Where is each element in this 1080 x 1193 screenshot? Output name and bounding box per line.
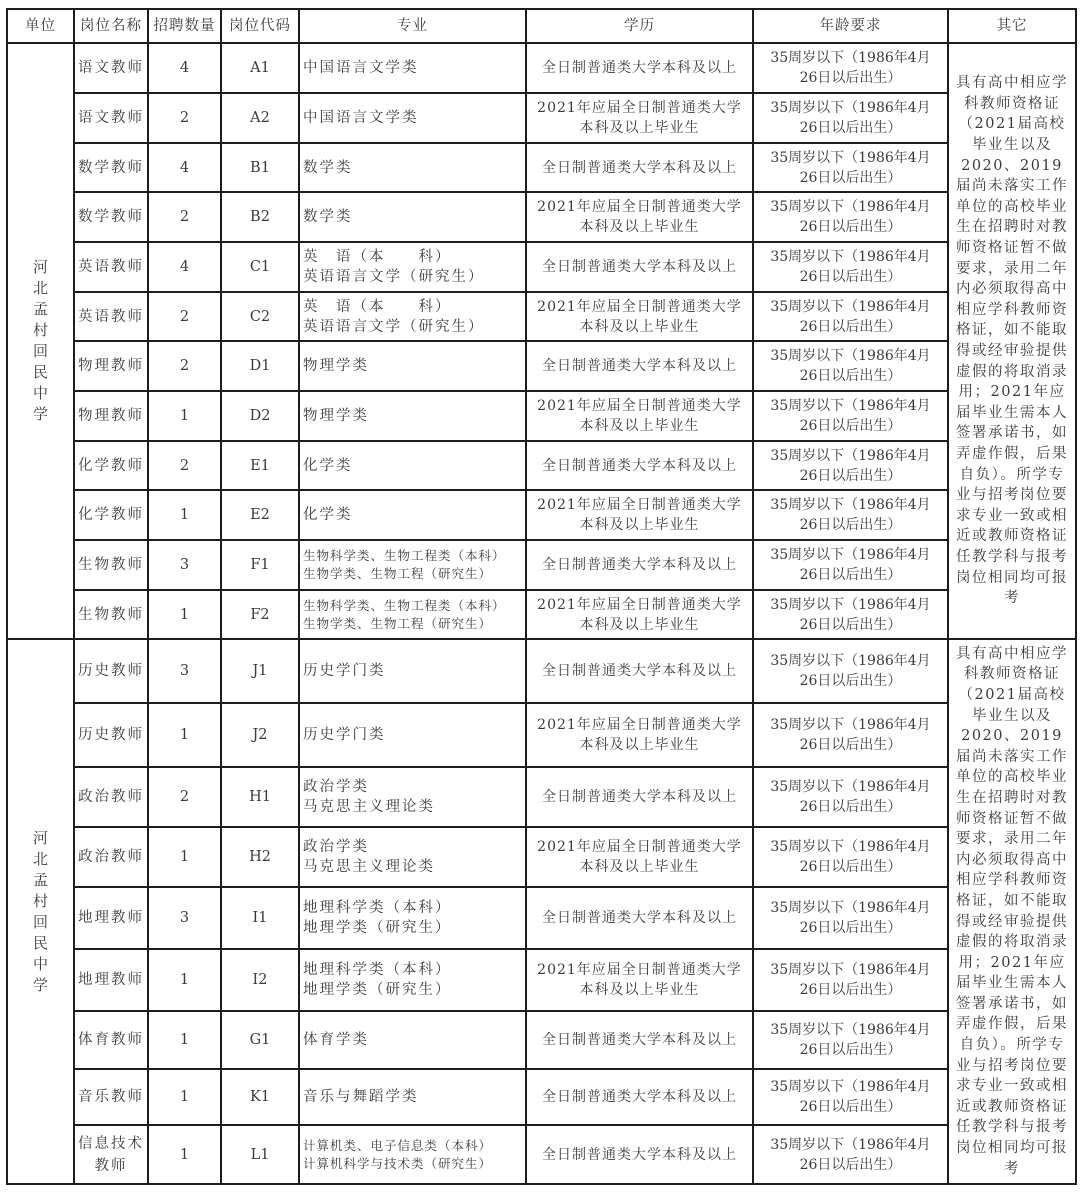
age-line: 26日以后出生） — [799, 616, 902, 633]
count-cell: 4 — [148, 242, 221, 292]
age-cell — [753, 949, 948, 1011]
count-cell: 2 — [148, 767, 221, 827]
education-line: 全日制普通类大学本科及以上 — [542, 358, 737, 374]
education-cell — [526, 192, 753, 242]
education-line: 本科及以上毕业生 — [579, 859, 700, 875]
education-line: 2021年应届全日制普通类大学 — [537, 839, 742, 855]
position-cell: 数学教师 — [74, 192, 148, 242]
unit-cell — [7, 639, 74, 1184]
major-line: 地理科学类（本科） — [303, 962, 452, 978]
education-line: 本科及以上毕业生 — [579, 219, 700, 235]
education-cell — [526, 1011, 753, 1069]
education-line: 2021年应届全日制普通类大学 — [537, 298, 742, 315]
major-line: 物理学类 — [303, 358, 369, 374]
major-cell — [299, 192, 526, 242]
age-cell — [753, 1069, 948, 1125]
position-cell: 英语教师 — [74, 292, 148, 341]
major-cell — [299, 93, 526, 143]
table-row — [7, 767, 1076, 827]
education-line: 2021年应届全日制普通类大学 — [537, 199, 742, 215]
age-line: 26日以后出生） — [799, 982, 902, 998]
count-cell: 1 — [148, 1125, 221, 1184]
code-cell: C2 — [221, 292, 299, 341]
education-line: 本科及以上毕业生 — [579, 120, 700, 136]
age-line: 26日以后出生） — [799, 467, 902, 484]
major-cell — [299, 540, 526, 590]
other-requirements-cell: 具有高中相应学科教师资格证（2021届高校毕业生以及2020、2019届尚未落实工作单位的高校毕业生在招聘时对教师资格证暂不做要求，录用二年内必须取得高中相应学科教师资格证，如不能取得或经审验提供虚假的将取消录用；2021年应届毕业生需本人签署承诺书，如弄虚作假，后果自负）。所学专业与招考岗位要求专业一致或相近或教师资格证任教学科与报考岗位相同均可报考 — [948, 639, 1076, 1184]
code-cell: J2 — [221, 703, 299, 767]
age-line: 26日以后出生） — [799, 1156, 902, 1173]
major-line: 数学类 — [303, 209, 353, 225]
major-cell — [299, 242, 526, 292]
age-line: 35周岁以下（1986年4月 — [770, 1079, 931, 1095]
age-line: 26日以后出生） — [799, 737, 902, 753]
age-line: 26日以后出生） — [799, 1042, 902, 1058]
code-cell: C1 — [221, 242, 299, 292]
count-cell: 2 — [148, 441, 221, 490]
header-row — [7, 9, 1076, 43]
major-cell — [299, 887, 526, 949]
table-row — [7, 441, 1076, 490]
code-cell: E1 — [221, 441, 299, 490]
count-cell: 3 — [148, 540, 221, 590]
age-cell — [753, 703, 948, 767]
count-cell: 2 — [148, 341, 221, 391]
table-row — [7, 143, 1076, 192]
table-row — [7, 292, 1076, 341]
age-line: 35周岁以下（1986年4月 — [770, 497, 931, 513]
age-cell — [753, 43, 948, 93]
code-cell: D1 — [221, 341, 299, 391]
table-row — [7, 887, 1076, 949]
count-cell: 4 — [148, 143, 221, 192]
major-line: 英语语言文学（研究生） — [303, 269, 485, 285]
count-cell: 2 — [148, 192, 221, 242]
major-cell — [299, 391, 526, 441]
count-cell: 1 — [148, 590, 221, 639]
position-cell: 政治教师 — [74, 767, 148, 827]
position-cell: 数学教师 — [74, 143, 148, 192]
education-cell — [526, 767, 753, 827]
age-cell — [753, 441, 948, 490]
age-line: 35周岁以下（1986年4月 — [770, 653, 931, 669]
position-cell: 体育教师 — [74, 1011, 148, 1069]
age-line: 35周岁以下（1986年4月 — [770, 199, 931, 215]
position-cell: 语文教师 — [74, 93, 148, 143]
table-row — [7, 1069, 1076, 1125]
education-line: 全日制普通类大学本科及以上 — [542, 789, 737, 805]
education-line: 2021年应届全日制普通类大学 — [537, 962, 742, 978]
age-line: 35周岁以下（1986年4月 — [770, 1136, 931, 1153]
education-line: 全日制普通类大学本科及以上 — [542, 910, 737, 926]
position-cell: 政治教师 — [74, 827, 148, 887]
unit-name: 河北孟村回民中学 — [32, 828, 48, 994]
age-line: 35周岁以下（1986年4月 — [770, 596, 931, 613]
code-cell: D2 — [221, 391, 299, 441]
major-cell — [299, 949, 526, 1011]
header-code: 岗位代码 — [221, 9, 299, 43]
age-line: 35周岁以下（1986年4月 — [770, 149, 931, 166]
position-cell: 信息技术教师 — [74, 1125, 148, 1184]
major-cell — [299, 341, 526, 391]
education-cell — [526, 1125, 753, 1184]
age-line: 35周岁以下（1986年4月 — [770, 900, 931, 916]
education-line: 全日制普通类大学本科及以上 — [542, 259, 737, 275]
age-cell — [753, 590, 948, 639]
age-line: 26日以后出生） — [799, 673, 902, 689]
major-cell — [299, 292, 526, 341]
age-line: 26日以后出生） — [799, 70, 902, 86]
education-cell — [526, 827, 753, 887]
header-education: 学历 — [526, 9, 753, 43]
count-cell: 3 — [148, 639, 221, 703]
code-cell: B1 — [221, 143, 299, 192]
position-cell: 物理教师 — [74, 341, 148, 391]
major-line: 计算机科学与技术类（研究生） — [303, 1155, 493, 1171]
age-line: 26日以后出生） — [799, 1099, 902, 1115]
other-requirements-cell: 具有高中相应学科教师资格证（2021届高校毕业生以及2020、2019届尚未落实工作单位的高校毕业生在招聘时对教师资格证暂不做要求，录用二年内必须取得高中相应学科教师资格证，如不能取得或经审验提供虚假的将取消录用；2021年应届毕业生需本人签署承诺书，如弄虚作假，后果自负）。所学专业与招考岗位要求专业一致或相近或教师资格证任教学科与报考岗位相同均可报考 — [948, 43, 1076, 639]
education-line: 全日制普通类大学本科及以上 — [542, 1032, 737, 1048]
age-line: 26日以后出生） — [799, 269, 902, 285]
unit-cell — [7, 43, 74, 639]
count-cell: 1 — [148, 1069, 221, 1125]
major-cell — [299, 1069, 526, 1125]
code-cell: E2 — [221, 490, 299, 540]
table-row — [7, 949, 1076, 1011]
age-line: 26日以后出生） — [799, 799, 902, 815]
major-line: 中国语言文学类 — [303, 60, 419, 76]
major-line: 生物科学类、生物工程类（本科） — [303, 548, 506, 563]
education-cell — [526, 341, 753, 391]
major-cell — [299, 639, 526, 703]
age-line: 26日以后出生） — [799, 859, 902, 875]
age-line: 26日以后出生） — [799, 219, 902, 235]
table-row — [7, 192, 1076, 242]
table-row — [7, 590, 1076, 639]
education-line: 本科及以上毕业生 — [579, 517, 700, 533]
education-line: 本科及以上毕业生 — [579, 982, 700, 998]
major-line: 政治学类 — [303, 839, 369, 855]
major-line: 马克思主义理论类 — [303, 859, 435, 875]
age-cell — [753, 192, 948, 242]
count-cell: 1 — [148, 1011, 221, 1069]
age-cell — [753, 292, 948, 341]
education-line: 2021年应届全日制普通类大学 — [537, 398, 742, 414]
table-row — [7, 1011, 1076, 1069]
code-cell: A1 — [221, 43, 299, 93]
age-cell — [753, 143, 948, 192]
code-cell: I2 — [221, 949, 299, 1011]
education-line: 本科及以上毕业生 — [579, 418, 700, 434]
position-cell: 历史教师 — [74, 639, 148, 703]
age-cell — [753, 767, 948, 827]
education-line: 全日制普通类大学本科及以上 — [542, 663, 737, 679]
major-cell — [299, 1011, 526, 1069]
age-line: 35周岁以下（1986年4月 — [770, 249, 931, 265]
position-cell: 生物教师 — [74, 590, 148, 639]
major-line: 地理科学类（本科） — [303, 900, 452, 916]
age-cell — [753, 242, 948, 292]
major-cell — [299, 767, 526, 827]
major-line: 中国语言文学类 — [303, 110, 419, 126]
age-line: 26日以后出生） — [799, 169, 902, 186]
education-cell — [526, 441, 753, 490]
table-row — [7, 341, 1076, 391]
major-line: 数学类 — [303, 159, 353, 176]
education-line: 2021年应届全日制普通类大学 — [537, 596, 742, 613]
age-line: 26日以后出生） — [799, 567, 902, 583]
education-line: 全日制普通类大学本科及以上 — [542, 159, 737, 176]
header-age: 年龄要求 — [753, 9, 948, 43]
major-line: 英语语言文学（研究生） — [303, 318, 485, 335]
age-line: 35周岁以下（1986年4月 — [770, 717, 931, 733]
education-cell — [526, 949, 753, 1011]
count-cell: 1 — [148, 827, 221, 887]
major-cell — [299, 827, 526, 887]
position-cell: 地理教师 — [74, 887, 148, 949]
count-cell: 1 — [148, 490, 221, 540]
education-cell — [526, 242, 753, 292]
education-line: 全日制普通类大学本科及以上 — [542, 1089, 737, 1105]
major-cell — [299, 143, 526, 192]
education-line: 本科及以上毕业生 — [579, 737, 700, 753]
code-cell: B2 — [221, 192, 299, 242]
age-line: 26日以后出生） — [799, 318, 902, 335]
age-cell — [753, 490, 948, 540]
position-cell: 语文教师 — [74, 43, 148, 93]
age-line: 35周岁以下（1986年4月 — [770, 50, 931, 66]
position-cell: 生物教师 — [74, 540, 148, 590]
education-cell — [526, 887, 753, 949]
education-line: 全日制普通类大学本科及以上 — [542, 457, 737, 474]
age-line: 35周岁以下（1986年4月 — [770, 348, 931, 364]
position-cell: 化学教师 — [74, 490, 148, 540]
age-cell — [753, 540, 948, 590]
position-cell: 音乐教师 — [74, 1069, 148, 1125]
education-cell — [526, 639, 753, 703]
major-line: 英 语（本 科） — [303, 298, 452, 315]
major-cell — [299, 441, 526, 490]
count-cell: 2 — [148, 292, 221, 341]
major-line: 政治学类 — [303, 779, 369, 795]
code-cell: A2 — [221, 93, 299, 143]
major-line: 英 语（本 科） — [303, 249, 452, 265]
education-cell — [526, 93, 753, 143]
code-cell: H1 — [221, 767, 299, 827]
major-line: 生物学类、生物工程（研究生） — [303, 615, 493, 631]
table-row — [7, 490, 1076, 540]
education-line: 2021年应届全日制普通类大学 — [537, 100, 742, 116]
age-line: 35周岁以下（1986年4月 — [770, 398, 931, 414]
age-cell — [753, 887, 948, 949]
education-cell — [526, 490, 753, 540]
education-line: 本科及以上毕业生 — [579, 318, 700, 335]
age-line: 26日以后出生） — [799, 120, 902, 136]
education-cell — [526, 391, 753, 441]
age-line: 35周岁以下（1986年4月 — [770, 447, 931, 464]
age-cell — [753, 93, 948, 143]
age-line: 26日以后出生） — [799, 920, 902, 936]
major-cell — [299, 43, 526, 93]
code-cell: H2 — [221, 827, 299, 887]
age-cell — [753, 341, 948, 391]
education-line: 本科及以上毕业生 — [579, 616, 700, 633]
code-cell: F2 — [221, 590, 299, 639]
position-cell: 地理教师 — [74, 949, 148, 1011]
table-row — [7, 703, 1076, 767]
education-line: 全日制普通类大学本科及以上 — [542, 60, 737, 76]
major-line: 音乐与舞蹈学类 — [303, 1089, 419, 1105]
header-position: 岗位名称 — [74, 9, 148, 43]
recruitment-table — [6, 8, 1077, 1185]
major-line: 物理学类 — [303, 408, 369, 424]
education-cell — [526, 590, 753, 639]
count-cell: 2 — [148, 93, 221, 143]
age-line: 35周岁以下（1986年4月 — [770, 962, 931, 978]
position-cell: 化学教师 — [74, 441, 148, 490]
table-body — [7, 43, 1076, 1184]
major-line: 体育学类 — [303, 1032, 369, 1048]
age-cell — [753, 827, 948, 887]
education-line: 2021年应届全日制普通类大学 — [537, 717, 742, 733]
header-count: 招聘数量 — [148, 9, 221, 43]
major-line: 马克思主义理论类 — [303, 799, 435, 815]
table-row — [7, 391, 1076, 441]
major-line: 历史学门类 — [303, 663, 386, 679]
code-cell: L1 — [221, 1125, 299, 1184]
age-cell — [753, 1125, 948, 1184]
major-cell — [299, 490, 526, 540]
major-line: 历史学门类 — [303, 727, 386, 743]
position-cell: 英语教师 — [74, 242, 148, 292]
table-row — [7, 639, 1076, 703]
table-row — [7, 43, 1076, 93]
count-cell: 4 — [148, 43, 221, 93]
education-cell — [526, 143, 753, 192]
table-row — [7, 540, 1076, 590]
major-cell — [299, 590, 526, 639]
table-row — [7, 93, 1076, 143]
education-line: 全日制普通类大学本科及以上 — [542, 557, 737, 573]
count-cell: 1 — [148, 949, 221, 1011]
position-cell: 物理教师 — [74, 391, 148, 441]
education-line: 2021年应届全日制普通类大学 — [537, 497, 742, 513]
age-line: 35周岁以下（1986年4月 — [770, 1022, 931, 1038]
major-line: 计算机类、电子信息类（本科） — [303, 1137, 493, 1153]
code-cell: F1 — [221, 540, 299, 590]
age-line: 35周岁以下（1986年4月 — [770, 547, 931, 563]
major-line: 生物科学类、生物工程类（本科） — [303, 597, 506, 613]
education-line: 全日制普通类大学本科及以上 — [542, 1146, 737, 1163]
unit-name: 河北孟村回民中学 — [32, 258, 48, 423]
age-cell — [753, 1011, 948, 1069]
major-line: 化学类 — [303, 507, 353, 523]
age-line: 35周岁以下（1986年4月 — [770, 298, 931, 315]
education-cell — [526, 292, 753, 341]
age-line: 35周岁以下（1986年4月 — [770, 100, 931, 116]
table-row — [7, 1125, 1076, 1184]
major-line: 化学类 — [303, 457, 353, 474]
header-other: 其它 — [948, 9, 1076, 43]
age-line: 35周岁以下（1986年4月 — [770, 839, 931, 855]
age-line: 35周岁以下（1986年4月 — [770, 779, 931, 795]
header-major: 专业 — [299, 9, 526, 43]
age-cell — [753, 639, 948, 703]
age-line: 26日以后出生） — [799, 368, 902, 384]
code-cell: K1 — [221, 1069, 299, 1125]
code-cell: I1 — [221, 887, 299, 949]
education-cell — [526, 43, 753, 93]
table-row — [7, 827, 1076, 887]
major-line: 生物学类、生物工程（研究生） — [303, 566, 493, 581]
major-line: 地理学类（研究生） — [303, 982, 452, 998]
age-cell — [753, 391, 948, 441]
education-cell — [526, 540, 753, 590]
code-cell: J1 — [221, 639, 299, 703]
major-line: 地理学类（研究生） — [303, 920, 452, 936]
table-row — [7, 242, 1076, 292]
position-cell: 历史教师 — [74, 703, 148, 767]
count-cell: 1 — [148, 391, 221, 441]
age-line: 26日以后出生） — [799, 517, 902, 533]
major-cell — [299, 703, 526, 767]
education-cell — [526, 703, 753, 767]
count-cell: 1 — [148, 703, 221, 767]
count-cell: 3 — [148, 887, 221, 949]
age-line: 26日以后出生） — [799, 418, 902, 434]
major-cell — [299, 1125, 526, 1184]
header-unit: 单位 — [7, 9, 74, 43]
education-cell — [526, 1069, 753, 1125]
code-cell: G1 — [221, 1011, 299, 1069]
